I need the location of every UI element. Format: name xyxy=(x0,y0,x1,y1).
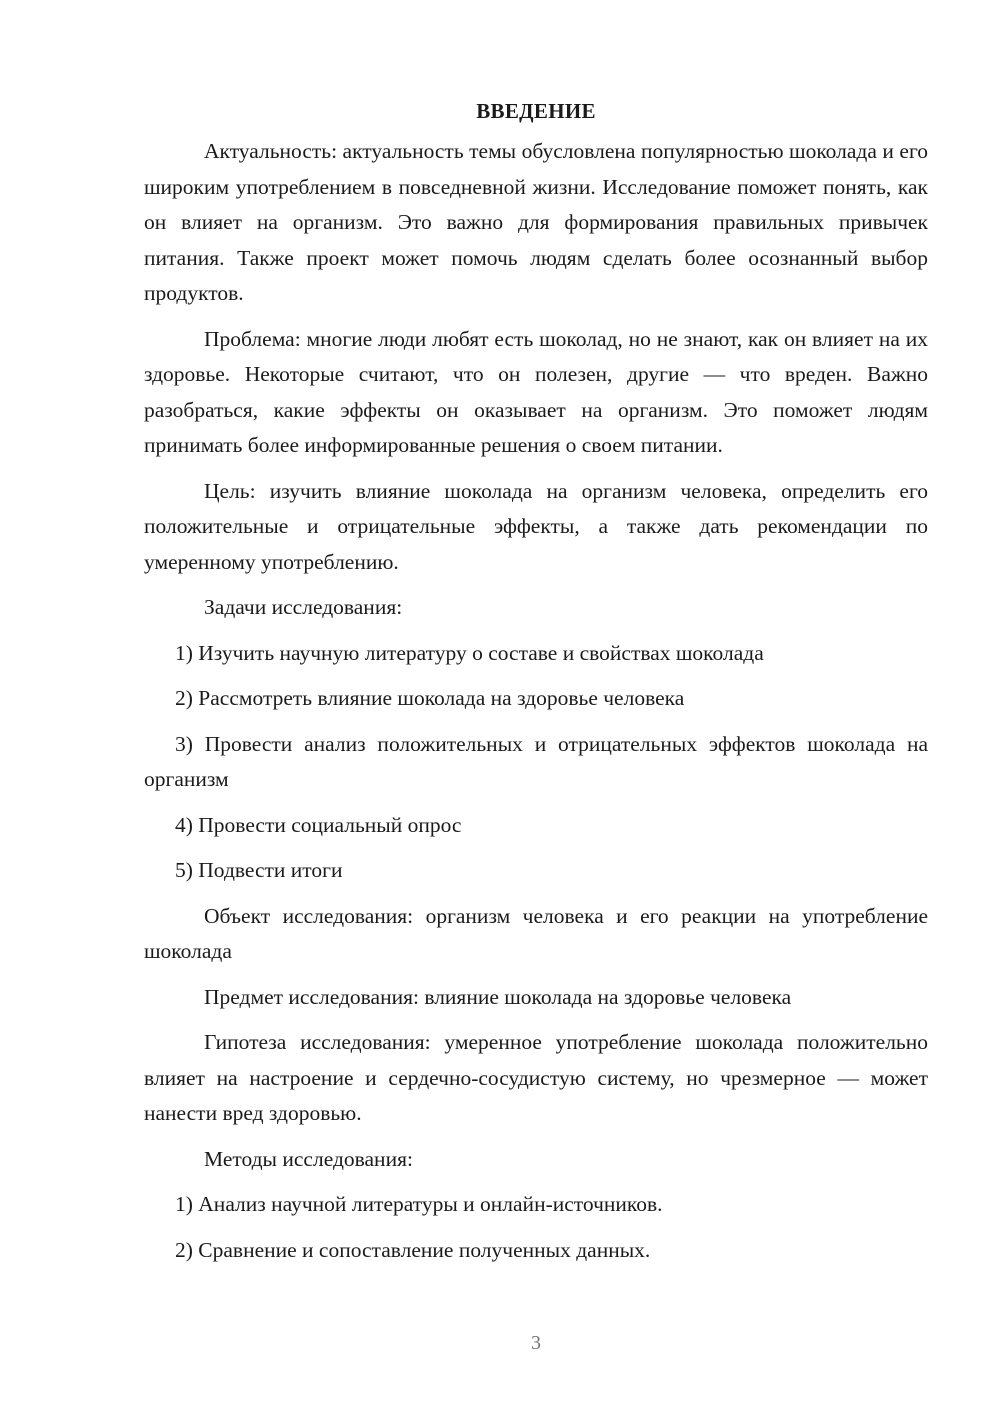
page-title: ВВЕДЕНИЕ xyxy=(476,99,596,123)
paragraph-goal: Цель: изучить влияние шоколада на организм человека, определить его положительные и отрицательные эффекты, а также дать рекомендации по умеренному употреблению. xyxy=(144,478,928,574)
tasks-heading: Задачи исследования: xyxy=(204,595,403,619)
task-item-5: 5) Подвести итоги xyxy=(175,858,343,882)
methods-heading: Методы исследования: xyxy=(204,1146,413,1171)
task-item-2: 2) Рассмотреть влияние шоколада на здоровье человека xyxy=(175,686,685,710)
task-item-3: 3) Провести анализ положительных и отрицательных эффектов шоколада на организм xyxy=(144,731,928,791)
method-item-2: 2) Сравнение и сопоставление полученных данных. xyxy=(175,1237,651,1262)
method-item-1: 1) Анализ научной литературы и онлайн-источников. xyxy=(175,1192,663,1216)
paragraph-problem: Проблема: многие люди любят есть шоколад, но не знают, как он влияет на их здоровье. Некоторые считают, что он полезен, другие — что вреден. Важно разобраться, какие эффекты он оказывает на организм. Это поможет людям принимать более информированные решения о своем питании. xyxy=(144,326,928,457)
paragraph-object: Объект исследования: организм человека и его реакции на употребление шоколада xyxy=(144,903,928,963)
paragraph-subject: Предмет исследования: влияние шоколада на здоровье человека xyxy=(204,984,792,1009)
page-number: 3 xyxy=(531,1332,541,1354)
task-item-4: 4) Провести социальный опрос xyxy=(175,812,462,837)
task-item-1: 1) Изучить научную литературу о составе и свойствах шоколада xyxy=(175,640,764,665)
paragraph-hypothesis: Гипотеза исследования: умеренное употребление шоколада положительно влияет на настроение и сердечно-сосудистую систему, но чрезмерное — может нанести вред здоровью. xyxy=(144,1030,928,1125)
document-page xyxy=(144,96,928,1326)
paragraph-relevance: Актуальность: актуальность темы обусловлена популярностью шоколада и его широким употреблением в повседневной жизни. Исследование поможет понять, как он влияет на организм. Это важно для формирования правильных привычек питания. Также проект может помочь людям сделать более осознанный выбор продуктов. xyxy=(144,139,928,305)
